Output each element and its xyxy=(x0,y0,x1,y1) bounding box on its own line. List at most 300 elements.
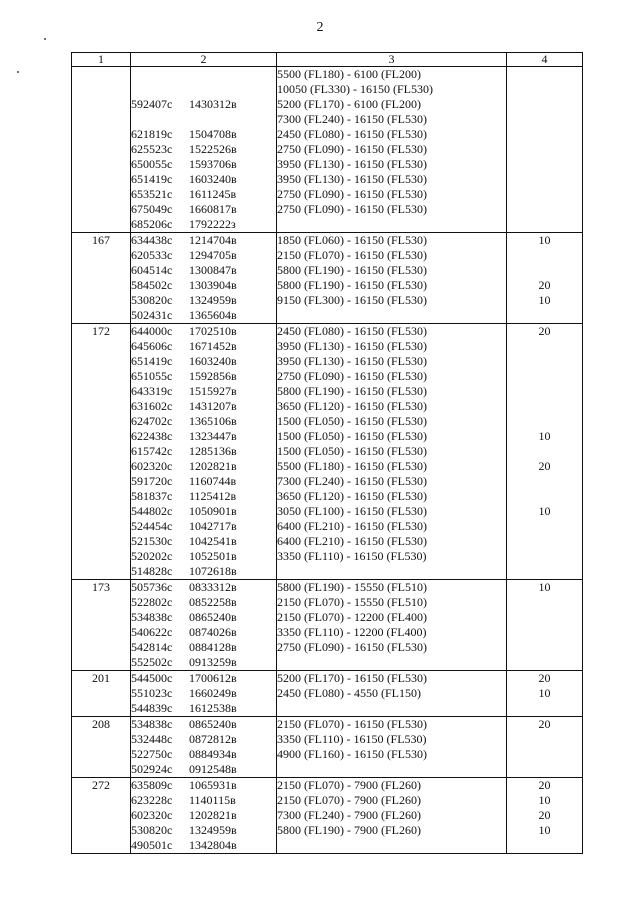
latitude: 581837с xyxy=(131,489,173,503)
altitude-range: 5800 (FL190) - 16150 (FL530) xyxy=(277,278,427,292)
longitude: 1592856в xyxy=(189,369,237,383)
latitude: 615742с xyxy=(131,444,173,458)
altitude-range: 3350 (FL110) - 12200 (FL400) xyxy=(277,625,427,639)
longitude: 1660249в xyxy=(189,686,237,700)
coordinate-line xyxy=(131,732,276,747)
coordinate-line xyxy=(131,793,276,808)
value-entry xyxy=(507,308,582,323)
longitude: 1294705в xyxy=(189,248,237,262)
value-entry xyxy=(507,217,582,232)
value-entry: 20 xyxy=(538,324,551,338)
latitude: 643319с xyxy=(131,384,173,398)
latitude: 522750с xyxy=(131,747,173,761)
latitude: 544839с xyxy=(131,701,173,715)
column-header: 4 xyxy=(507,53,583,67)
value-entry xyxy=(507,187,582,202)
latitude: 604514с xyxy=(131,263,173,277)
altitude-range: 2450 (FL080) - 16150 (FL530) xyxy=(277,127,427,141)
route-cell xyxy=(72,778,131,854)
latitude: 631602с xyxy=(131,399,173,413)
latitude: 645606с xyxy=(131,339,173,353)
longitude: 1214704в xyxy=(189,233,237,247)
altitude-range: 2750 (FL090) - 16150 (FL530) xyxy=(277,202,427,216)
longitude: 0884128в xyxy=(189,640,237,654)
latitude: 644000с xyxy=(131,324,173,338)
value-entry xyxy=(507,157,582,172)
value-entry xyxy=(507,97,582,112)
coordinates-cell xyxy=(131,778,277,854)
altitude-cell xyxy=(277,324,507,580)
altitude-range xyxy=(277,762,506,777)
coordinates-cell xyxy=(131,717,277,778)
latitude: 591720с xyxy=(131,474,173,488)
value-entry: 10 xyxy=(538,233,551,247)
latitude: 521530с xyxy=(131,534,173,548)
longitude: 1700612в xyxy=(189,671,237,685)
longitude: 1042541в xyxy=(189,534,237,548)
value-entry: 10 xyxy=(538,429,551,443)
altitude-range: 7300 (FL240) - 16150 (FL530) xyxy=(277,474,427,488)
longitude: 1603240в xyxy=(189,172,237,186)
latitude: 544500с xyxy=(131,671,173,685)
value-entry xyxy=(507,112,582,127)
table-row xyxy=(72,233,583,324)
latitude: 635809с xyxy=(131,778,173,792)
coordinate-line xyxy=(131,549,276,564)
altitude-range: 3650 (FL120) - 16150 (FL530) xyxy=(277,399,427,413)
coordinate-line xyxy=(131,157,276,172)
coordinates-cell xyxy=(131,671,277,717)
longitude: 1515927в xyxy=(189,384,237,398)
latitude: 622438с xyxy=(131,429,173,443)
longitude: 1202821в xyxy=(189,459,237,473)
route-cell xyxy=(72,67,131,233)
longitude: 1365106в xyxy=(189,414,237,428)
longitude: 1050901в xyxy=(189,504,237,518)
value-entry: 10 xyxy=(538,686,551,700)
coordinate-line xyxy=(131,384,276,399)
route-number: 272 xyxy=(92,778,110,792)
latitude: 534838с xyxy=(131,717,173,731)
latitude: 552502с xyxy=(131,655,173,669)
latitude: 502431с xyxy=(131,308,173,322)
coordinate-line xyxy=(131,444,276,459)
latitude: 602320с xyxy=(131,808,173,822)
coordinates-cell xyxy=(131,233,277,324)
value-entry xyxy=(507,263,582,278)
value-entry xyxy=(507,732,582,747)
latitude: 522802с xyxy=(131,595,173,609)
value-entry: 10 xyxy=(538,823,551,837)
longitude: 1660817в xyxy=(189,202,237,216)
value-entry xyxy=(507,142,582,157)
route-number: 172 xyxy=(92,324,110,338)
altitude-cell xyxy=(277,778,507,854)
altitude-range: 2750 (FL090) - 16150 (FL530) xyxy=(277,142,427,156)
value-entry xyxy=(507,489,582,504)
coordinate-line xyxy=(131,838,276,853)
value-entry xyxy=(507,354,582,369)
longitude: 1065931в xyxy=(189,778,237,792)
altitude-range xyxy=(277,701,506,716)
longitude: 1702510в xyxy=(189,324,237,338)
coordinate-line xyxy=(131,504,276,519)
longitude: 1611245в xyxy=(189,187,237,201)
coordinate-line xyxy=(131,217,276,232)
value-entry: 20 xyxy=(538,671,551,685)
altitude-range: 1500 (FL050) - 16150 (FL530) xyxy=(277,444,427,458)
value-entry xyxy=(507,838,582,853)
longitude: 1430312в xyxy=(189,97,237,111)
value-entry xyxy=(507,549,582,564)
longitude: 0874026в xyxy=(189,625,237,639)
longitude: 1365604в xyxy=(189,308,237,322)
coordinate-line xyxy=(131,429,276,444)
value-cell xyxy=(507,67,583,233)
coordinate-line xyxy=(131,97,276,112)
altitude-range: 3950 (FL130) - 16150 (FL530) xyxy=(277,172,427,186)
value-entry xyxy=(507,202,582,217)
value-entry xyxy=(507,82,582,97)
altitude-range: 1500 (FL050) - 16150 (FL530) xyxy=(277,414,427,428)
altitude-range: 3950 (FL130) - 16150 (FL530) xyxy=(277,354,427,368)
altitude-range: 3350 (FL110) - 16150 (FL530) xyxy=(277,549,427,563)
value-entry xyxy=(507,339,582,354)
longitude: 0884934в xyxy=(189,747,237,761)
altitude-range xyxy=(277,655,506,670)
value-entry xyxy=(507,625,582,640)
coordinate-line xyxy=(131,339,276,354)
value-cell xyxy=(507,671,583,717)
coordinate-line xyxy=(131,248,276,263)
coordinate-line xyxy=(131,82,276,97)
value-entry: 10 xyxy=(538,580,551,594)
coordinate-line xyxy=(131,414,276,429)
altitude-range xyxy=(277,564,506,579)
altitude-range: 2150 (FL070) - 15550 (FL510) xyxy=(277,595,427,609)
coordinate-line xyxy=(131,142,276,157)
altitude-range: 3650 (FL120) - 16150 (FL530) xyxy=(277,489,427,503)
longitude: 1324959в xyxy=(189,293,237,307)
altitude-range xyxy=(277,838,506,853)
latitude: 540622с xyxy=(131,625,173,639)
altitude-range: 7300 (FL240) - 16150 (FL530) xyxy=(277,112,427,126)
coordinate-line xyxy=(131,354,276,369)
coordinate-line xyxy=(131,278,276,293)
altitude-range: 1850 (FL060) - 16150 (FL530) xyxy=(277,233,427,247)
route-cell xyxy=(72,324,131,580)
altitude-range: 5800 (FL190) - 16150 (FL530) xyxy=(277,263,427,277)
altitude-range: 2750 (FL090) - 16150 (FL530) xyxy=(277,640,427,654)
coordinate-line xyxy=(131,625,276,640)
table-body xyxy=(72,67,583,854)
longitude: 1140115в xyxy=(189,793,236,807)
longitude: 1593706в xyxy=(189,157,237,171)
coordinate-line xyxy=(131,369,276,384)
latitude: 551023с xyxy=(131,686,173,700)
coordinate-line xyxy=(131,489,276,504)
value-entry xyxy=(507,127,582,142)
altitude-cell xyxy=(277,717,507,778)
value-entry xyxy=(507,172,582,187)
coordinate-line xyxy=(131,686,276,701)
altitude-range: 6400 (FL210) - 16150 (FL530) xyxy=(277,519,427,533)
value-entry xyxy=(507,640,582,655)
altitude-range: 10050 (FL330) - 16150 (FL530) xyxy=(277,82,433,96)
longitude: 0872812в xyxy=(189,732,237,746)
altitude-range: 3950 (FL130) - 16150 (FL530) xyxy=(277,339,427,353)
coordinate-line xyxy=(131,701,276,716)
value-entry xyxy=(507,444,582,459)
coordinate-line xyxy=(131,474,276,489)
coordinate-line xyxy=(131,671,276,686)
coordinates-cell xyxy=(131,67,277,233)
latitude: 542814с xyxy=(131,640,173,654)
altitude-cell xyxy=(277,671,507,717)
route-number: 201 xyxy=(92,671,110,685)
value-cell xyxy=(507,233,583,324)
longitude: 1671452в xyxy=(189,339,237,353)
altitude-range: 2450 (FL080) - 16150 (FL530) xyxy=(277,324,427,338)
coordinate-line xyxy=(131,233,276,248)
table-row xyxy=(72,717,583,778)
route-number xyxy=(72,67,130,82)
longitude: 1285136в xyxy=(189,444,237,458)
longitude: 1202821в xyxy=(189,808,237,822)
altitude-range: 2150 (FL070) - 16150 (FL530) xyxy=(277,717,427,731)
value-cell xyxy=(507,778,583,854)
altitude-range: 5800 (FL190) - 7900 (FL260) xyxy=(277,823,421,837)
table-row xyxy=(72,671,583,717)
altitude-range: 5800 (FL190) - 16150 (FL530) xyxy=(277,384,427,398)
altitude-range: 2150 (FL070) - 16150 (FL530) xyxy=(277,248,427,262)
altitude-range: 5200 (FL170) - 6100 (FL200) xyxy=(277,97,421,111)
route-number: 173 xyxy=(92,580,110,594)
latitude: 625523с xyxy=(131,142,173,156)
latitude: 653521с xyxy=(131,187,173,201)
value-cell xyxy=(507,580,583,671)
value-entry: 20 xyxy=(538,808,551,822)
value-entry xyxy=(507,399,582,414)
value-entry: 10 xyxy=(538,504,551,518)
altitude-range: 2150 (FL070) - 12200 (FL400) xyxy=(277,610,427,624)
latitude: 532448с xyxy=(131,732,173,746)
longitude: 1323447в xyxy=(189,429,237,443)
altitude-range: 5200 (FL170) - 16150 (FL530) xyxy=(277,671,427,685)
longitude: 1052501в xyxy=(189,549,237,563)
value-entry xyxy=(507,67,582,82)
coordinate-line xyxy=(131,187,276,202)
coordinate-line xyxy=(131,717,276,732)
coordinate-line xyxy=(131,399,276,414)
altitude-cell xyxy=(277,233,507,324)
latitude: 520202с xyxy=(131,549,173,563)
route-cell xyxy=(72,671,131,717)
latitude: 584502с xyxy=(131,278,173,292)
longitude: 0913259в xyxy=(189,655,237,669)
altitude-range: 2750 (FL090) - 16150 (FL530) xyxy=(277,187,427,201)
coordinate-line xyxy=(131,172,276,187)
latitude: 651055с xyxy=(131,369,173,383)
coordinate-line xyxy=(131,202,276,217)
column-header: 2 xyxy=(131,53,277,67)
value-entry xyxy=(507,384,582,399)
altitude-range: 6400 (FL210) - 16150 (FL530) xyxy=(277,534,427,548)
latitude: 544802с xyxy=(131,504,173,518)
latitude: 490501с xyxy=(131,838,173,852)
altitude-cell xyxy=(277,67,507,233)
value-entry xyxy=(507,248,582,263)
coordinate-line xyxy=(131,747,276,762)
latitude: 524454с xyxy=(131,519,173,533)
longitude: 1300847в xyxy=(189,263,237,277)
document-table xyxy=(71,52,583,854)
altitude-range: 7300 (FL240) - 7900 (FL260) xyxy=(277,808,421,822)
coordinate-line xyxy=(131,67,276,82)
latitude: 602320с xyxy=(131,459,173,473)
longitude: 1125412в xyxy=(189,489,237,503)
latitude: 621819с xyxy=(131,127,173,141)
longitude: 1612538в xyxy=(189,701,237,715)
longitude: 1603240в xyxy=(189,354,237,368)
altitude-range: 2450 (FL080) - 4550 (FL150) xyxy=(277,686,421,700)
latitude: 675049с xyxy=(131,202,173,216)
latitude: 624702с xyxy=(131,414,173,428)
altitude-range: 3350 (FL110) - 16150 (FL530) xyxy=(277,732,427,746)
longitude: 1072618в xyxy=(189,564,237,578)
altitude-cell xyxy=(277,580,507,671)
value-cell xyxy=(507,324,583,580)
longitude: 0865240в xyxy=(189,717,237,731)
longitude: 1792222з xyxy=(189,217,236,231)
latitude: 623228с xyxy=(131,793,173,807)
value-entry xyxy=(507,655,582,670)
coordinate-line xyxy=(131,127,276,142)
value-entry xyxy=(507,519,582,534)
value-cell xyxy=(507,717,583,778)
value-entry: 10 xyxy=(538,793,551,807)
longitude: 1324959в xyxy=(189,823,237,837)
value-entry xyxy=(507,610,582,625)
route-number: 208 xyxy=(92,717,110,731)
latitude: 592407с xyxy=(131,97,173,111)
value-entry xyxy=(507,369,582,384)
value-entry: 10 xyxy=(538,293,551,307)
coordinate-line xyxy=(131,293,276,308)
altitude-range: 1500 (FL050) - 16150 (FL530) xyxy=(277,429,427,443)
value-entry xyxy=(507,564,582,579)
altitude-range: 5500 (FL180) - 6100 (FL200) xyxy=(277,67,421,81)
altitude-range: 4900 (FL160) - 16150 (FL530) xyxy=(277,747,427,761)
coordinate-line xyxy=(131,263,276,278)
longitude: 1431207в xyxy=(189,399,237,413)
value-entry xyxy=(507,474,582,489)
altitude-range: 3950 (FL130) - 16150 (FL530) xyxy=(277,157,427,171)
longitude: 0865240в xyxy=(189,610,237,624)
latitude: 651419с xyxy=(131,172,173,186)
altitude-range: 3050 (FL100) - 16150 (FL530) xyxy=(277,504,427,518)
latitude: 634438с xyxy=(131,233,173,247)
scan-speck xyxy=(44,38,46,40)
altitude-range: 2750 (FL090) - 16150 (FL530) xyxy=(277,369,427,383)
coordinate-line xyxy=(131,112,276,127)
latitude: 530820с xyxy=(131,293,173,307)
column-header: 1 xyxy=(72,53,131,67)
route-cell xyxy=(72,717,131,778)
latitude: 514828с xyxy=(131,564,173,578)
coordinate-line xyxy=(131,308,276,323)
value-entry: 20 xyxy=(538,459,551,473)
coordinate-line xyxy=(131,778,276,793)
longitude: 1160744в xyxy=(189,474,237,488)
value-entry xyxy=(507,414,582,429)
header-row xyxy=(72,53,583,67)
altitude-range: 5800 (FL190) - 15550 (FL510) xyxy=(277,580,427,594)
value-entry xyxy=(507,534,582,549)
longitude: 1303904в xyxy=(189,278,237,292)
altitude-range: 2150 (FL070) - 7900 (FL260) xyxy=(277,793,421,807)
latitude: 505736с xyxy=(131,580,173,594)
longitude: 0912548в xyxy=(189,762,237,776)
coordinate-line xyxy=(131,595,276,610)
longitude: 0833312в xyxy=(189,580,237,594)
latitude: 651419с xyxy=(131,354,173,368)
altitude-range xyxy=(277,308,506,323)
coordinate-line xyxy=(131,640,276,655)
coordinate-line xyxy=(131,808,276,823)
latitude: 685206с xyxy=(131,217,173,231)
latitude: 534838с xyxy=(131,610,173,624)
coordinate-line xyxy=(131,655,276,670)
scan-speck xyxy=(17,71,19,73)
altitude-range xyxy=(277,217,506,232)
longitude: 1522526в xyxy=(189,142,237,156)
route-cell xyxy=(72,580,131,671)
page-number: 2 xyxy=(316,20,324,35)
coordinate-line xyxy=(131,324,276,339)
longitude: 0852258в xyxy=(189,595,237,609)
coordinate-line xyxy=(131,610,276,625)
latitude: 530820с xyxy=(131,823,173,837)
table-row xyxy=(72,324,583,580)
value-entry: 20 xyxy=(538,778,551,792)
coordinate-line xyxy=(131,519,276,534)
coordinate-line xyxy=(131,459,276,474)
coordinate-line xyxy=(131,580,276,595)
coordinate-line xyxy=(131,564,276,579)
altitude-range: 9150 (FL300) - 16150 (FL530) xyxy=(277,293,427,307)
table-row xyxy=(72,580,583,671)
route-cell xyxy=(72,233,131,324)
longitude: 1342804в xyxy=(189,838,237,852)
latitude: 502924с xyxy=(131,762,173,776)
value-entry: 20 xyxy=(538,278,551,292)
value-entry: 20 xyxy=(538,717,551,731)
route-number: 167 xyxy=(92,233,110,247)
coordinate-line xyxy=(131,534,276,549)
coordinate-line xyxy=(131,823,276,838)
table-row xyxy=(72,778,583,854)
latitude: 650055с xyxy=(131,157,173,171)
longitude: 1042717в xyxy=(189,519,237,533)
table-row xyxy=(72,67,583,233)
altitude-range: 2150 (FL070) - 7900 (FL260) xyxy=(277,778,421,792)
value-entry xyxy=(507,762,582,777)
value-entry xyxy=(507,595,582,610)
latitude: 620533с xyxy=(131,248,173,262)
value-entry xyxy=(507,747,582,762)
coordinate-line xyxy=(131,762,276,777)
